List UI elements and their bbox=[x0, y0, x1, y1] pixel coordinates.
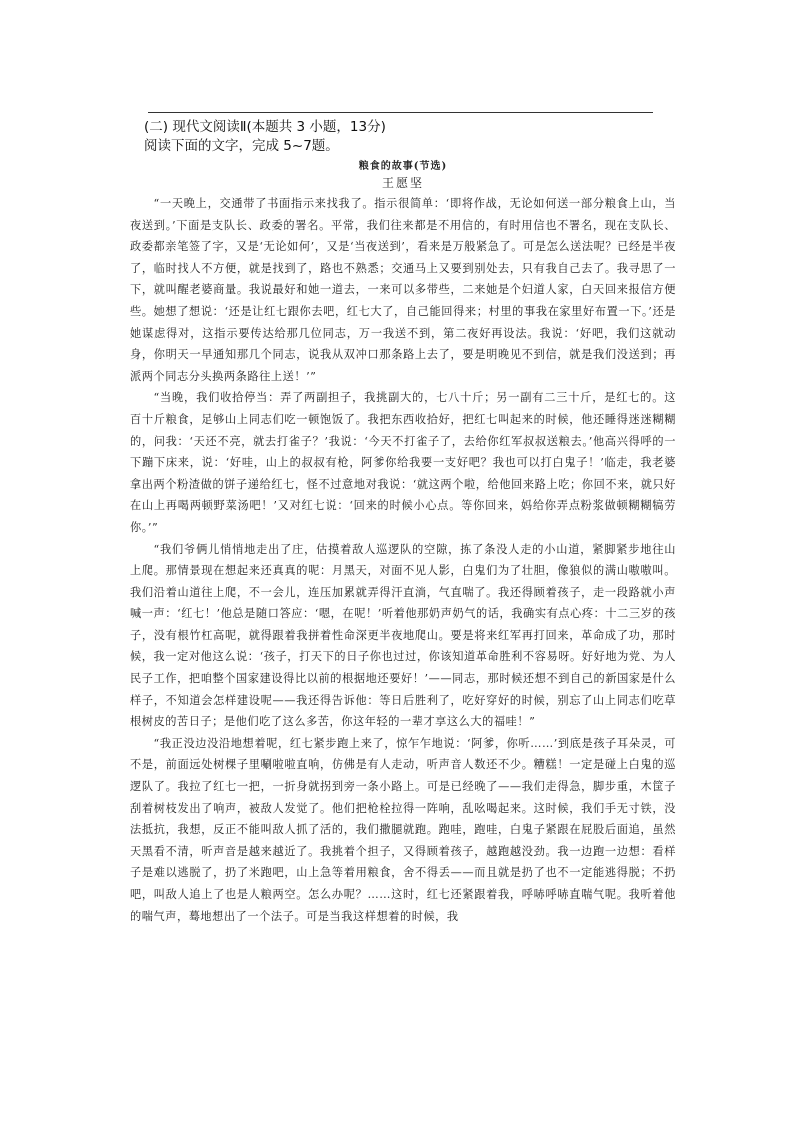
reading-instruction: 阅读下面的文字，完成 5~7题。 bbox=[144, 138, 339, 154]
article-paragraph-3: “我们爷俩儿悄悄地走出了庄，估摸着敌人巡逻队的空隙，拣了条没人走的小山道，紧脚紧步地往山上爬。那情景现在想起来还真真的呢：月黑天，对面不见人影，白鬼们为了壮胆，像狼似的满山嗷嗷叫。我们沿着山道往上爬，不一会儿，连压加累就弄得汗直淌，气直喘了。我还得顾着孩子，走一段路就小声喊一声：‘红七！’他总是随口答应：‘嗯，在呢！’听着他那奶声奶气的话，我确实有点心疼：十二三岁的孩子，没有根竹杠高呢，就得跟着我拼着性命深更半夜地爬山。要是将来红军再打回来，革命成了功，那时候，我一定对他这么说：‘孩子，打天下的日子你也过过，你该知道革命胜利不容易呀。好好地为党、为人民子工作，把咱整个国家建设得比以前的根据地还要好！’——同志，那时候还想不到自己的新国家是什么样子，不知道会怎样建设呢——我还得告诉他：等日后胜利了，吃好穿好的时候，别忘了山上同志们吃草根树皮的苦日子；是他们吃了这么多苦，你这年轻的一辈才享这么大的福哇！” bbox=[130, 542, 676, 729]
article-paragraph-4: “我正没边没沿地想着呢，红七紧步跑上来了，惊乍乍地说：‘阿爹，你听……’到底是孩子耳朵灵，可不是，前面远处树棵子里唰啦啦直响，仿佛是有人走动，听声音人数还不少。糟糕！一定是碰上白鬼的巡逻队了。我拉了红七一把，一折身就拐到旁一条小路上。可是已经晚了——我们走得急，脚步重，木筐子刮着树枝发出了响声，被敌人发觉了。他们把枪栓拉得一阵响，乱吆喝起来。这时候，我们手无寸铁，没法抵抗，我想，反正不能叫敌人抓了活的，我们撒腿就跑。跑哇，跑哇，白鬼子紧跟在屁股后面追，虽然天黑看不清，听声音是越来越近了。我挑着个担子，又得顾着孩子，越跑越没劲。我一边跑一边想：看样子是难以逃脱了，扔了米跑吧，山上急等着用粮食，舍不得丢——而且就是扔了也不一定能逃得脱；不扔吧，叫敌人追上了也是人粮两空。怎么办呢？……这时，红七还紧跟着我，呼哧呼哧直喘气呢。我听着他的喘气声，蓦地想出了一个法子。可是当我这样想着的时候，我 bbox=[130, 736, 676, 923]
article-title: 粮食的故事(节选) bbox=[358, 161, 448, 172]
article-author: 王愿坚 bbox=[381, 176, 424, 190]
article-paragraph-2: “当晚，我们收拾停当：弄了两副担子，我挑副大的，七八十斤；另一副有二三十斤，是红七的。这百十斤粮食，足够山上同志们吃一顿饱饭了。我把东西收拾好，把红七叫起来的时候，他还睡得迷迷糊糊的，问我：‘天还不亮，就去打雀子？’我说：‘今天不打雀子了，去给你红军叔叔送粮去。’他高兴得呼的一下蹦下床来，说：‘好哇，山上的叔叔有枪，阿爹你给我要一支好吧？我也可以打白鬼子！’临走，我老婆拿出两个粉渣做的饼子递给红七，怪不过意地对我说：‘就这两个啦，给他回来路上吃；你回不来，就只好在山上再喝两顿野菜汤吧！’又对红七说：‘回来的时候小心点。等你回来，妈给你弄点粉浆做顿糊糊犒劳你。’” bbox=[130, 391, 676, 534]
document-content bbox=[130, 118, 676, 927]
article-paragraph-1: “一天晚上，交通带了书面指示来找我了。指示很简单：‘即将作战，无论如何送一部分粮食上山，当夜送到。’下面是支队长、政委的署名。平常，我们往来都是不用信的，有时用信也不署名，现在支队长、政委都亲笔签了字，又是‘无论如何’，又是‘当夜送到’，看来是万般紧急了。可是怎么送法呢？已经是半夜了，临时找人不方便，就是找到了，路也不熟悉；交通马上又要到别处去，只有我自己去了。我寻思了一下，就叫醒老婆商量。我说最好和她一道去，一来可以多带些，二来她是个妇道人家，白天回来报信方便些。她想了想说：‘还是让红七跟你去吧，红七大了，自己能回得来；村里的事我在家里好布置一下。’还是她谋虑得对，这指示要传达给那几位同志，万一我送不到，第二夜好再设法。我说：‘好吧，我们这就动身，你明天一早通知那几个同志，说我从双冲口那条路上去了，要是明晚见不到信，就是我们没送到；再派两个同志分头换两条路往上送！’” bbox=[130, 197, 676, 383]
section-heading: (二) 现代文阅读Ⅱ(本题共 3 小题，13分) bbox=[144, 119, 386, 135]
header-rule bbox=[148, 112, 653, 113]
